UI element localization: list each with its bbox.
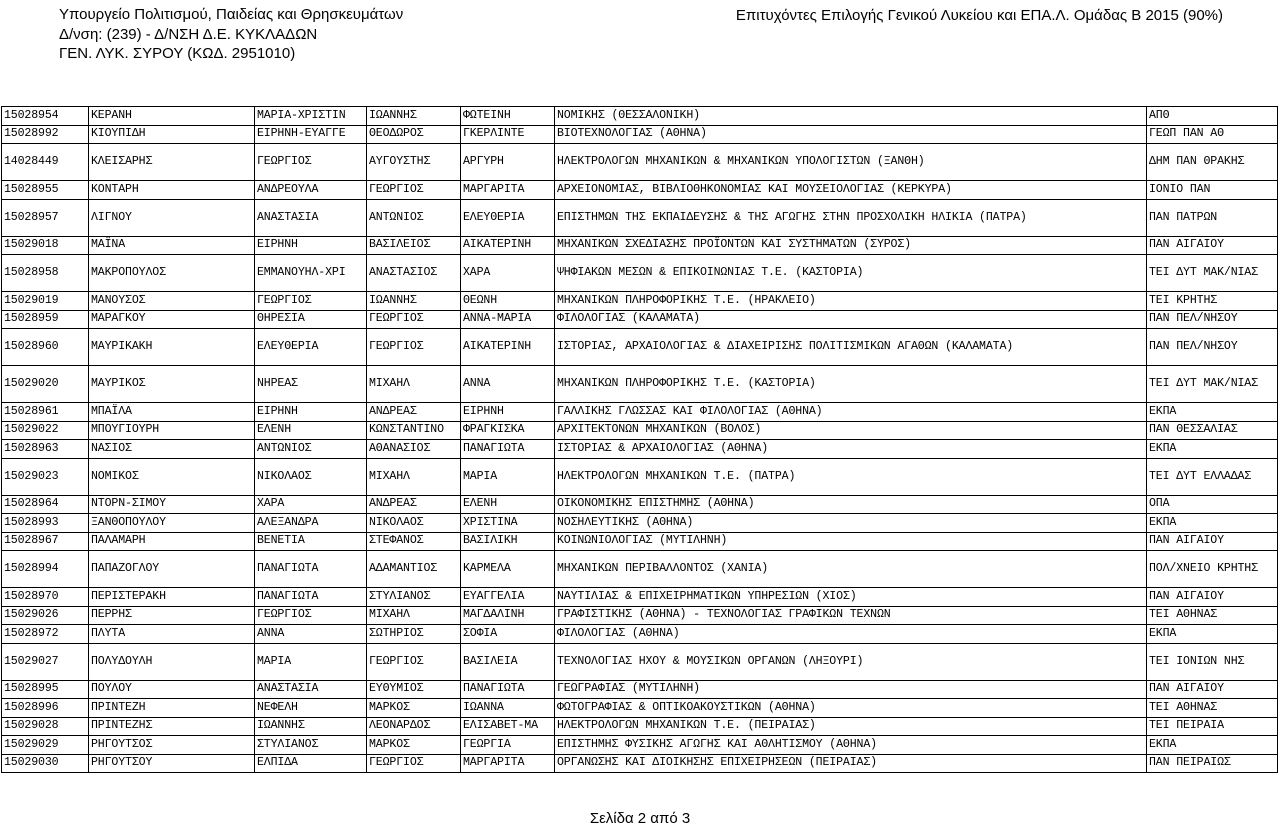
results-table [1, 106, 1278, 773]
table-row [2, 329, 1278, 366]
mother-name-cell: ΧΑΡΑ [461, 255, 555, 292]
table-row [2, 717, 1278, 736]
institution-cell: ΕΚΠΑ [1147, 625, 1278, 644]
institution-cell: ΕΚΠΑ [1147, 736, 1278, 755]
department-cell: ΝΟΜΙΚΗΣ (ΘΕΣΣΑΛΟΝΙΚΗ) [555, 107, 1147, 126]
candidate-code-cell: 15029026 [2, 606, 89, 625]
surname-cell: ΠΕΡΡΗΣ [89, 606, 255, 625]
father-name-cell: ΓΕΩΡΓΙΟΣ [367, 329, 461, 366]
school-name: ΓΕΝ. ΛΥΚ. ΣΥΡΟΥ (ΚΩΔ. 2951010) [59, 45, 296, 62]
surname-cell: ΡΗΓΟΥΤΣΟΥ [89, 754, 255, 773]
mother-name-cell: ΣΟΦΙΑ [461, 625, 555, 644]
institution-cell: ΕΚΠΑ [1147, 440, 1278, 459]
department-cell: ΕΠΙΣΤΗΜΗΣ ΦΥΣΙΚΗΣ ΑΓΩΓΗΣ ΚΑΙ ΑΘΛΗΤΙΣΜΟΥ (ΑΘΗΝΑ) [555, 736, 1147, 755]
first-name-cell: ΧΑΡΑ [255, 495, 367, 514]
department-cell: ΜΗΧΑΝΙΚΩΝ ΠΛΗΡΟΦΟΡΙΚΗΣ Τ.Ε. (ΗΡΑΚΛΕΙΟ) [555, 292, 1147, 311]
table-row [2, 754, 1278, 773]
department-cell: ΓΡΑΦΙΣΤΙΚΗΣ (ΑΘΗΝΑ) - ΤΕΧΝΟΛΟΓΙΑΣ ΓΡΑΦΙΚΩΝ ΤΕΧΝΩΝ [555, 606, 1147, 625]
candidate-code-cell: 15028964 [2, 495, 89, 514]
table-row [2, 199, 1278, 236]
surname-cell: ΜΑΥΡΙΚΟΣ [89, 366, 255, 403]
first-name-cell: ΕΙΡΗΝΗ-ΕΥΑΓΓΕ [255, 125, 367, 144]
table-row [2, 532, 1278, 551]
institution-cell: ΓΕΩΠ ΠΑΝ ΑΘ [1147, 125, 1278, 144]
first-name-cell: ΒΕΝΕΤΙΑ [255, 532, 367, 551]
page-number: Σελίδα 2 από 3 [589, 810, 691, 827]
mother-name-cell: ΦΡΑΓΚΙΣΚΑ [461, 421, 555, 440]
institution-cell: ΠΑΝ ΑΙΓΑΙΟΥ [1147, 236, 1278, 255]
candidate-code-cell: 15028994 [2, 551, 89, 588]
mother-name-cell: ΑΙΚΑΤΕΡΙΝΗ [461, 329, 555, 366]
first-name-cell: ΓΕΩΡΓΙΟΣ [255, 606, 367, 625]
first-name-cell: ΠΑΝΑΓΙΩΤΑ [255, 588, 367, 607]
department-cell: ΙΣΤΟΡΙΑΣ, ΑΡΧΑΙΟΛΟΓΙΑΣ & ΔΙΑΧΕΙΡΙΣΗΣ ΠΟΛΙΤΙΣΜΙΚΩΝ ΑΓΑΘΩΝ (ΚΑΛΑΜΑΤΑ) [555, 329, 1147, 366]
candidate-code-cell: 15028957 [2, 199, 89, 236]
first-name-cell: ΝΙΚΟΛΑΟΣ [255, 458, 367, 495]
department-cell: ΟΡΓΑΝΩΣΗΣ ΚΑΙ ΔΙΟΙΚΗΣΗΣ ΕΠΙΧΕΙΡΗΣΕΩΝ (ΠΕΙΡΑΙΑΣ) [555, 754, 1147, 773]
department-cell: ΦΩΤΟΓΡΑΦΙΑΣ & ΟΠΤΙΚΟΑΚΟΥΣΤΙΚΩΝ (ΑΘΗΝΑ) [555, 699, 1147, 718]
first-name-cell: ΑΛΕΞΑΝΔΡΑ [255, 514, 367, 533]
candidate-code-cell: 15029028 [2, 717, 89, 736]
table-row [2, 255, 1278, 292]
table-row [2, 680, 1278, 699]
department-cell: ΓΑΛΛΙΚΗΣ ΓΛΩΣΣΑΣ ΚΑΙ ΦΙΛΟΛΟΓΙΑΣ (ΑΘΗΝΑ) [555, 403, 1147, 422]
institution-cell: ΠΑΝ ΑΙΓΑΙΟΥ [1147, 588, 1278, 607]
father-name-cell: ΑΔΑΜΑΝΤΙΟΣ [367, 551, 461, 588]
candidate-code-cell: 15028995 [2, 680, 89, 699]
surname-cell: ΜΠΑΪΛΑ [89, 403, 255, 422]
institution-cell: ΔΗΜ ΠΑΝ ΘΡΑΚΗΣ [1147, 144, 1278, 181]
father-name-cell: ΛΕΟΝΑΡΔΟΣ [367, 717, 461, 736]
first-name-cell: ΑΝΑΣΤΑΣΙΑ [255, 199, 367, 236]
department-cell: ΑΡΧΕΙΟΝΟΜΙΑΣ, ΒΙΒΛΙΟΘΗΚΟΝΟΜΙΑΣ ΚΑΙ ΜΟΥΣΕΙΟΛΟΓΙΑΣ (ΚΕΡΚΥΡΑ) [555, 181, 1147, 200]
mother-name-cell: ΕΛΙΣΑΒΕΤ-ΜΑ [461, 717, 555, 736]
table-row [2, 551, 1278, 588]
candidate-code-cell: 15028954 [2, 107, 89, 126]
candidate-code-cell: 15029029 [2, 736, 89, 755]
table-row [2, 292, 1278, 311]
table-row [2, 403, 1278, 422]
surname-cell: ΝΤΟΡΝ-ΣΙΜΟΥ [89, 495, 255, 514]
first-name-cell: ΕΙΡΗΝΗ [255, 236, 367, 255]
candidate-code-cell: 15028972 [2, 625, 89, 644]
mother-name-cell: ΕΛΕΝΗ [461, 495, 555, 514]
first-name-cell: ΜΑΡΙΑ [255, 643, 367, 680]
candidate-code-cell: 15028992 [2, 125, 89, 144]
first-name-cell: ΑΝΝΑ [255, 625, 367, 644]
surname-cell: ΠΟΥΛΟΥ [89, 680, 255, 699]
results-table-body [2, 107, 1278, 773]
department-cell: ΝΑΥΤΙΛΙΑΣ & ΕΠΙΧΕΙΡΗΜΑΤΙΚΩΝ ΥΠΗΡΕΣΙΩΝ (ΧΙΟΣ) [555, 588, 1147, 607]
candidate-code-cell: 15028955 [2, 181, 89, 200]
mother-name-cell: ΜΑΡΓΑΡΙΤΑ [461, 754, 555, 773]
table-row [2, 625, 1278, 644]
father-name-cell: ΜΙΧΑΗΛ [367, 458, 461, 495]
father-name-cell: ΜΑΡΚΟΣ [367, 736, 461, 755]
mother-name-cell: ΑΡΓΥΡΗ [461, 144, 555, 181]
institution-cell: ΤΕΙ ΠΕΙΡΑΙΑ [1147, 717, 1278, 736]
father-name-cell: ΓΕΩΡΓΙΟΣ [367, 754, 461, 773]
mother-name-cell: ΧΡΙΣΤΙΝΑ [461, 514, 555, 533]
surname-cell: ΠΡΙΝΤΕΖΗ [89, 699, 255, 718]
institution-cell: ΤΕΙ ΔΥΤ ΜΑΚ/ΝΙΑΣ [1147, 366, 1278, 403]
mother-name-cell: ΒΑΣΙΛΕΙΑ [461, 643, 555, 680]
institution-cell: ΕΚΠΑ [1147, 514, 1278, 533]
institution-cell: ΠΑΝ ΠΕΙΡΑΙΩΣ [1147, 754, 1278, 773]
first-name-cell: ΕΛΕΝΗ [255, 421, 367, 440]
surname-cell: ΠΑΛΑΜΑΡΗ [89, 532, 255, 551]
surname-cell: ΜΑΡΑΓΚΟΥ [89, 310, 255, 329]
first-name-cell: ΕΛΕΥΘΕΡΙΑ [255, 329, 367, 366]
candidate-code-cell: 15029022 [2, 421, 89, 440]
father-name-cell: ΑΝΔΡΕΑΣ [367, 495, 461, 514]
department-cell: ΗΛΕΚΤΡΟΛΟΓΩΝ ΜΗΧΑΝΙΚΩΝ Τ.Ε. (ΠΑΤΡΑ) [555, 458, 1147, 495]
first-name-cell: ΜΑΡΙΑ-ΧΡΙΣΤΙΝ [255, 107, 367, 126]
surname-cell: ΛΙΓΝΟΥ [89, 199, 255, 236]
surname-cell: ΜΑΥΡΙΚΑΚΗ [89, 329, 255, 366]
candidate-code-cell: 14028449 [2, 144, 89, 181]
candidate-code-cell: 15028963 [2, 440, 89, 459]
candidate-code-cell: 15028970 [2, 588, 89, 607]
candidate-code-cell: 15029019 [2, 292, 89, 311]
institution-cell: ΠΑΝ ΘΕΣΣΑΛΙΑΣ [1147, 421, 1278, 440]
father-name-cell: ΓΕΩΡΓΙΟΣ [367, 310, 461, 329]
table-row [2, 495, 1278, 514]
father-name-cell: ΑΝΑΣΤΑΣΙΟΣ [367, 255, 461, 292]
table-row [2, 366, 1278, 403]
department-cell: ΒΙΟΤΕΧΝΟΛΟΓΙΑΣ (ΑΘΗΝΑ) [555, 125, 1147, 144]
institution-cell: ΠΟΛ/ΧΝΕΙΟ ΚΡΗΤΗΣ [1147, 551, 1278, 588]
department-cell: ΑΡΧΙΤΕΚΤΟΝΩΝ ΜΗΧΑΝΙΚΩΝ (ΒΟΛΟΣ) [555, 421, 1147, 440]
father-name-cell: ΝΙΚΟΛΑΟΣ [367, 514, 461, 533]
department-cell: ΨΗΦΙΑΚΩΝ ΜΕΣΩΝ & ΕΠΙΚΟΙΝΩΝΙΑΣ Τ.Ε. (ΚΑΣΤΟΡΙΑ) [555, 255, 1147, 292]
institution-cell: ΤΕΙ ΑΘΗΝΑΣ [1147, 606, 1278, 625]
institution-cell: ΤΕΙ ΑΘΗΝΑΣ [1147, 699, 1278, 718]
candidate-code-cell: 15028993 [2, 514, 89, 533]
department-cell: ΦΙΛΟΛΟΓΙΑΣ (ΚΑΛΑΜΑΤΑ) [555, 310, 1147, 329]
first-name-cell: ΕΜΜΑΝΟΥΗΛ-ΧΡΙ [255, 255, 367, 292]
surname-cell: ΜΠΟΥΓΙΟΥΡΗ [89, 421, 255, 440]
mother-name-cell: ΕΙΡΗΝΗ [461, 403, 555, 422]
father-name-cell: ΑΥΓΟΥΣΤΗΣ [367, 144, 461, 181]
table-row [2, 310, 1278, 329]
candidate-code-cell: 15029018 [2, 236, 89, 255]
first-name-cell: ΙΩΑΝΝΗΣ [255, 717, 367, 736]
mother-name-cell: ΙΩΑΝΝΑ [461, 699, 555, 718]
father-name-cell: ΜΙΧΑΗΛ [367, 606, 461, 625]
first-name-cell: ΣΤΥΛΙΑΝΟΣ [255, 736, 367, 755]
surname-cell: ΚΙΟΥΠΙΔΗ [89, 125, 255, 144]
institution-cell: ΟΠΑ [1147, 495, 1278, 514]
department-cell: ΝΟΣΗΛΕΥΤΙΚΗΣ (ΑΘΗΝΑ) [555, 514, 1147, 533]
first-name-cell: ΕΛΠΙΔΑ [255, 754, 367, 773]
candidate-code-cell: 15029027 [2, 643, 89, 680]
surname-cell: ΠΡΙΝΤΕΖΗΣ [89, 717, 255, 736]
father-name-cell: ΑΝΤΩΝΙΟΣ [367, 199, 461, 236]
first-name-cell: ΑΝΔΡΕΟΥΛΑ [255, 181, 367, 200]
mother-name-cell: ΕΛΕΥΘΕΡΙΑ [461, 199, 555, 236]
candidate-code-cell: 15028961 [2, 403, 89, 422]
mother-name-cell: ΑΝΝΑ-ΜΑΡΙΑ [461, 310, 555, 329]
department-cell: ΗΛΕΚΤΡΟΛΟΓΩΝ ΜΗΧΑΝΙΚΩΝ & ΜΗΧΑΝΙΚΩΝ ΥΠΟΛΟΓΙΣΤΩΝ (ΞΑΝΘΗ) [555, 144, 1147, 181]
surname-cell: ΠΛΥΤΑ [89, 625, 255, 644]
candidate-code-cell: 15029020 [2, 366, 89, 403]
father-name-cell: ΜΑΡΚΟΣ [367, 699, 461, 718]
department-cell: ΕΠΙΣΤΗΜΩΝ ΤΗΣ ΕΚΠΑΙΔΕΥΣΗΣ & ΤΗΣ ΑΓΩΓΗΣ ΣΤΗΝ ΠΡΟΣΧΟΛΙΚΗ ΗΛΙΚΙΑ (ΠΑΤΡΑ) [555, 199, 1147, 236]
department-cell: ΚΟΙΝΩΝΙΟΛΟΓΙΑΣ (ΜΥΤΙΛΗΝΗ) [555, 532, 1147, 551]
department-cell: ΟΙΚΟΝΟΜΙΚΗΣ ΕΠΙΣΤΗΜΗΣ (ΑΘΗΝΑ) [555, 495, 1147, 514]
candidate-code-cell: 15028996 [2, 699, 89, 718]
institution-cell: ΤΕΙ ΙΟΝΙΩΝ ΝΗΣ [1147, 643, 1278, 680]
department-cell: ΜΗΧΑΝΙΚΩΝ ΠΛΗΡΟΦΟΡΙΚΗΣ Τ.Ε. (ΚΑΣΤΟΡΙΑ) [555, 366, 1147, 403]
table-row [2, 440, 1278, 459]
mother-name-cell: ΦΩΤΕΙΝΗ [461, 107, 555, 126]
table-row [2, 643, 1278, 680]
department-cell: ΓΕΩΓΡΑΦΙΑΣ (ΜΥΤΙΛΗΝΗ) [555, 680, 1147, 699]
surname-cell: ΝΟΜΙΚΟΣ [89, 458, 255, 495]
department-cell: ΦΙΛΟΛΟΓΙΑΣ (ΑΘΗΝΑ) [555, 625, 1147, 644]
department-cell: ΜΗΧΑΝΙΚΩΝ ΠΕΡΙΒΑΛΛΟΝΤΟΣ (ΧΑΝΙΑ) [555, 551, 1147, 588]
surname-cell: ΠΑΠΑΖΟΓΛΟΥ [89, 551, 255, 588]
candidate-code-cell: 15028960 [2, 329, 89, 366]
first-name-cell: ΓΕΩΡΓΙΟΣ [255, 144, 367, 181]
table-row [2, 588, 1278, 607]
institution-cell: ΠΑΝ ΑΙΓΑΙΟΥ [1147, 532, 1278, 551]
father-name-cell: ΑΝΔΡΕΑΣ [367, 403, 461, 422]
mother-name-cell: ΑΙΚΑΤΕΡΙΝΗ [461, 236, 555, 255]
table-row [2, 125, 1278, 144]
surname-cell: ΚΛΕΙΣΑΡΗΣ [89, 144, 255, 181]
table-row [2, 514, 1278, 533]
mother-name-cell: ΓΕΩΡΓΙΑ [461, 736, 555, 755]
institution-cell: ΤΕΙ ΚΡΗΤΗΣ [1147, 292, 1278, 311]
institution-cell: ΙΟΝΙΟ ΠΑΝ [1147, 181, 1278, 200]
mother-name-cell: ΠΑΝΑΓΙΩΤΑ [461, 680, 555, 699]
ministry-name: Υπουργείο Πολιτισμού, Παιδείας και Θρησκευμάτων [59, 6, 404, 23]
department-cell: ΗΛΕΚΤΡΟΛΟΓΩΝ ΜΗΧΑΝΙΚΩΝ Τ.Ε. (ΠΕΙΡΑΙΑΣ) [555, 717, 1147, 736]
first-name-cell: ΠΑΝΑΓΙΩΤΑ [255, 551, 367, 588]
first-name-cell: ΝΕΦΕΛΗ [255, 699, 367, 718]
mother-name-cell: ΒΑΣΙΛΙΚΗ [461, 532, 555, 551]
table-row [2, 606, 1278, 625]
table-row [2, 144, 1278, 181]
institution-cell: ΠΑΝ ΠΕΛ/ΝΗΣΟΥ [1147, 310, 1278, 329]
surname-cell: ΚΕΡΑΝΗ [89, 107, 255, 126]
father-name-cell: ΘΕΟΔΩΡΟΣ [367, 125, 461, 144]
father-name-cell: ΣΤΕΦΑΝΟΣ [367, 532, 461, 551]
report-title: Επιτυχόντες Επιλογής Γενικού Λυκείου και ΕΠΑ.Λ. Ομάδας Β 2015 (90%) [735, 7, 1223, 24]
table-row [2, 107, 1278, 126]
table-row [2, 699, 1278, 718]
institution-cell: ΠΑΝ ΠΑΤΡΩΝ [1147, 199, 1278, 236]
father-name-cell: ΑΘΑΝΑΣΙΟΣ [367, 440, 461, 459]
father-name-cell: ΕΥΘΥΜΙΟΣ [367, 680, 461, 699]
table-row [2, 181, 1278, 200]
candidate-code-cell: 15028967 [2, 532, 89, 551]
department-cell: ΜΗΧΑΝΙΚΩΝ ΣΧΕΔΙΑΣΗΣ ΠΡΟΪΟΝΤΩΝ ΚΑΙ ΣΥΣΤΗΜΑΤΩΝ (ΣΥΡΟΣ) [555, 236, 1147, 255]
table-row [2, 458, 1278, 495]
document-header-left [59, 5, 403, 64]
first-name-cell: ΓΕΩΡΓΙΟΣ [255, 292, 367, 311]
surname-cell: ΠΕΡΙΣΤΕΡΑΚΗ [89, 588, 255, 607]
surname-cell: ΠΟΛΥΔΟΥΛΗ [89, 643, 255, 680]
mother-name-cell: ΚΑΡΜΕΛΑ [461, 551, 555, 588]
institution-cell: ΤΕΙ ΔΥΤ ΕΛΛΑΔΑΣ [1147, 458, 1278, 495]
mother-name-cell: ΜΑΓΔΑΛΙΝΗ [461, 606, 555, 625]
department-cell: ΤΕΧΝΟΛΟΓΙΑΣ ΗΧΟΥ & ΜΟΥΣΙΚΩΝ ΟΡΓΑΝΩΝ (ΛΗΞΟΥΡΙ) [555, 643, 1147, 680]
surname-cell: ΡΗΓΟΥΤΣΟΣ [89, 736, 255, 755]
father-name-cell: ΒΑΣΙΛΕΙΟΣ [367, 236, 461, 255]
candidate-code-cell: 15029030 [2, 754, 89, 773]
father-name-cell: ΙΩΑΝΝΗΣ [367, 107, 461, 126]
mother-name-cell: ΜΑΡΓΑΡΙΤΑ [461, 181, 555, 200]
first-name-cell: ΘΗΡΕΣΙΑ [255, 310, 367, 329]
surname-cell: ΝΑΣΙΟΣ [89, 440, 255, 459]
institution-cell: ΠΑΝ ΑΙΓΑΙΟΥ [1147, 680, 1278, 699]
table-row [2, 736, 1278, 755]
surname-cell: ΚΟΝΤΑΡΗ [89, 181, 255, 200]
father-name-cell: ΓΕΩΡΓΙΟΣ [367, 181, 461, 200]
father-name-cell: ΓΕΩΡΓΙΟΣ [367, 643, 461, 680]
surname-cell: ΜΑΚΡΟΠΟΥΛΟΣ [89, 255, 255, 292]
surname-cell: ΜΑΝΟΥΣΟΣ [89, 292, 255, 311]
mother-name-cell: ΜΑΡΙΑ [461, 458, 555, 495]
first-name-cell: ΑΝΑΣΤΑΣΙΑ [255, 680, 367, 699]
father-name-cell: ΙΩΑΝΝΗΣ [367, 292, 461, 311]
mother-name-cell: ΘΕΩΝΗ [461, 292, 555, 311]
candidate-code-cell: 15029023 [2, 458, 89, 495]
father-name-cell: ΣΩΤΗΡΙΟΣ [367, 625, 461, 644]
surname-cell: ΞΑΝΘΟΠΟΥΛΟΥ [89, 514, 255, 533]
surname-cell: ΜΑΪΝΑ [89, 236, 255, 255]
institution-cell: ΕΚΠΑ [1147, 403, 1278, 422]
first-name-cell: ΑΝΤΩΝΙΟΣ [255, 440, 367, 459]
institution-cell: ΑΠΘ [1147, 107, 1278, 126]
mother-name-cell: ΕΥΑΓΓΕΛΙΑ [461, 588, 555, 607]
candidate-code-cell: 15028959 [2, 310, 89, 329]
directorate-name: Δ/νση: (239) - Δ/ΝΣΗ Δ.Ε. ΚΥΚΛΑΔΩΝ [59, 25, 318, 43]
table-row [2, 421, 1278, 440]
mother-name-cell: ΠΑΝΑΓΙΩΤΑ [461, 440, 555, 459]
first-name-cell: ΕΙΡΗΝΗ [255, 403, 367, 422]
mother-name-cell: ΑΝΝΑ [461, 366, 555, 403]
first-name-cell: ΝΗΡΕΑΣ [255, 366, 367, 403]
father-name-cell: ΣΤΥΛΙΑΝΟΣ [367, 588, 461, 607]
table-row [2, 236, 1278, 255]
candidate-code-cell: 15028958 [2, 255, 89, 292]
institution-cell: ΤΕΙ ΔΥΤ ΜΑΚ/ΝΙΑΣ [1147, 255, 1278, 292]
institution-cell: ΠΑΝ ΠΕΛ/ΝΗΣΟΥ [1147, 329, 1278, 366]
father-name-cell: ΜΙΧΑΗΛ [367, 366, 461, 403]
department-cell: ΙΣΤΟΡΙΑΣ & ΑΡΧΑΙΟΛΟΓΙΑΣ (ΑΘΗΝΑ) [555, 440, 1147, 459]
father-name-cell: ΚΩΝΣΤΑΝΤΙΝΟ [367, 421, 461, 440]
mother-name-cell: ΓΚΕΡΛΙΝΤΕ [461, 125, 555, 144]
